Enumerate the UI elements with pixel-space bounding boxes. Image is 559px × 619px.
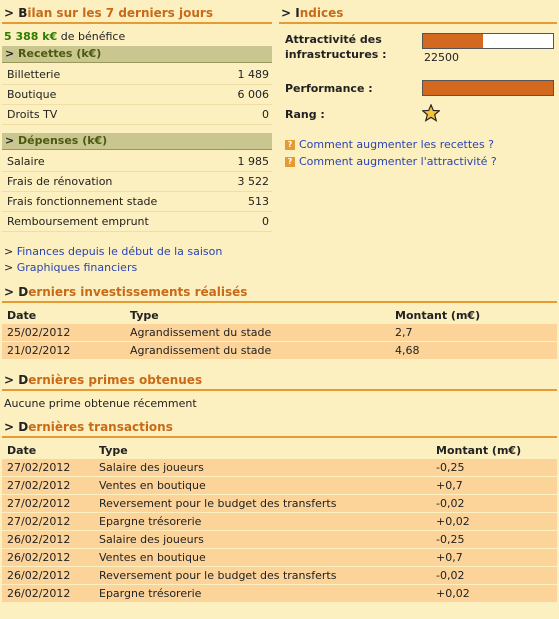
performance-row <box>279 80 557 104</box>
col-type: Type <box>94 442 431 459</box>
benefit-value: 5 388 k€ <box>4 30 58 43</box>
montant-cell: +0,7 <box>431 549 557 567</box>
bilan-links <box>2 244 272 276</box>
montant-cell: +0,02 <box>431 585 557 603</box>
attractivite-bar-fill <box>423 34 483 48</box>
transactions-table <box>2 442 557 602</box>
depense-row-label: Salaire <box>2 152 218 172</box>
depenses-header: > Dépenses (k€) <box>2 133 272 150</box>
type-cell: Agrandissement du stade <box>125 342 390 360</box>
col-montant: Montant (m€) <box>390 307 557 324</box>
montant-cell: -0,25 <box>431 459 557 477</box>
date-cell: 27/02/2012 <box>2 477 94 495</box>
col-date: Date <box>2 307 125 324</box>
date-cell: 27/02/2012 <box>2 495 94 513</box>
col-type: Type <box>125 307 390 324</box>
montant-cell: +0,7 <box>431 477 557 495</box>
type-cell: Ventes en boutique <box>94 477 431 495</box>
depense-row-value: 513 <box>218 192 272 212</box>
col-date: Date <box>2 442 94 459</box>
recettes-table <box>2 65 272 125</box>
date-cell: 26/02/2012 <box>2 567 94 585</box>
depense-row-value: 3 522 <box>218 172 272 192</box>
type-cell: Ventes en boutique <box>94 549 431 567</box>
date-cell: 26/02/2012 <box>2 531 94 549</box>
recette-row <box>2 105 272 125</box>
montant-cell: -0,25 <box>431 531 557 549</box>
indices-links <box>279 136 557 170</box>
type-cell: Agrandissement du stade <box>125 324 390 342</box>
link-augmenter-attractivite[interactable]: ? Comment augmenter l'attractivité ? <box>285 153 557 170</box>
transactions-title: > Dernières transactions <box>2 420 557 438</box>
star-icon <box>422 104 440 122</box>
type-cell: Salaire des joueurs <box>94 531 431 549</box>
question-icon: ? <box>285 157 295 167</box>
recettes-header: > Recettes (k€) <box>2 46 272 63</box>
depense-row <box>2 172 272 192</box>
type-cell: Epargne trésorerie <box>94 513 431 531</box>
montant-cell: -0,02 <box>431 567 557 585</box>
depense-row-label: Frais de rénovation <box>2 172 218 192</box>
benefit-line <box>2 28 272 46</box>
depense-row <box>2 152 272 172</box>
benefit-label: de bénéfice <box>60 30 126 43</box>
montant-cell: -0,02 <box>431 495 557 513</box>
type-cell: Reversement pour le budget des transferts <box>94 495 431 513</box>
montant-cell: +0,02 <box>431 513 557 531</box>
attractivite-row <box>279 32 557 76</box>
attractivite-label: Attractivité des infrastructures : <box>285 33 387 61</box>
montant-cell: 4,68 <box>390 342 557 360</box>
investissements-section <box>2 285 557 359</box>
indices-title: > Indices <box>279 6 557 24</box>
recette-row-value: 0 <box>166 105 272 125</box>
investissements-table <box>2 307 557 359</box>
table-row <box>2 342 557 360</box>
rang-row <box>279 106 557 130</box>
performance-label: Performance : <box>285 82 373 95</box>
primes-empty-text: Aucune prime obtenue récemment <box>4 397 197 410</box>
depense-row-label: Remboursement emprunt <box>2 212 218 232</box>
recette-row-label: Billetterie <box>2 65 166 85</box>
link-finances-saison[interactable]: > Finances depuis le début de la saison <box>4 245 223 258</box>
col-montant: Montant (m€) <box>431 442 557 459</box>
depense-row-value: 0 <box>218 212 272 232</box>
table-row <box>2 549 557 567</box>
recette-row <box>2 85 272 105</box>
date-cell: 27/02/2012 <box>2 513 94 531</box>
recette-row-value: 1 489 <box>166 65 272 85</box>
type-cell: Salaire des joueurs <box>94 459 431 477</box>
montant-cell: 2,7 <box>390 324 557 342</box>
date-cell: 25/02/2012 <box>2 324 125 342</box>
table-row <box>2 459 557 477</box>
primes-section <box>2 373 557 410</box>
performance-bar <box>422 80 554 96</box>
bilan-panel <box>2 6 272 276</box>
link-augmenter-recettes[interactable]: ? Comment augmenter les recettes ? <box>285 136 557 153</box>
type-cell: Reversement pour le budget des transferts <box>94 567 431 585</box>
table-row <box>2 531 557 549</box>
depenses-table <box>2 152 272 232</box>
primes-title: > Dernières primes obtenues <box>2 373 557 391</box>
date-cell: 21/02/2012 <box>2 342 125 360</box>
depense-row-value: 1 985 <box>218 152 272 172</box>
investissements-title: > Derniers investissements réalisés <box>2 285 557 303</box>
table-row <box>2 324 557 342</box>
bilan-title: > Bilan sur les 7 derniers jours <box>2 6 272 24</box>
table-row <box>2 585 557 603</box>
attractivite-bar <box>422 33 554 49</box>
transactions-section <box>2 420 557 602</box>
table-row <box>2 513 557 531</box>
performance-bar-fill <box>423 81 553 95</box>
depense-row <box>2 192 272 212</box>
depense-row-label: Frais fonctionnement stade <box>2 192 218 212</box>
table-row <box>2 477 557 495</box>
date-cell: 26/02/2012 <box>2 549 94 567</box>
recette-row-label: Droits TV <box>2 105 166 125</box>
question-icon: ? <box>285 140 295 150</box>
attractivite-value: 22500 <box>424 51 459 64</box>
table-row <box>2 567 557 585</box>
table-row <box>2 495 557 513</box>
link-graphiques-financiers[interactable]: > Graphiques financiers <box>4 261 138 274</box>
recette-row-label: Boutique <box>2 85 166 105</box>
date-cell: 27/02/2012 <box>2 459 94 477</box>
depense-row <box>2 212 272 232</box>
recette-row <box>2 65 272 85</box>
type-cell: Epargne trésorerie <box>94 585 431 603</box>
date-cell: 26/02/2012 <box>2 585 94 603</box>
rang-label: Rang : <box>285 108 325 121</box>
indices-panel <box>279 6 557 170</box>
recette-row-value: 6 006 <box>166 85 272 105</box>
